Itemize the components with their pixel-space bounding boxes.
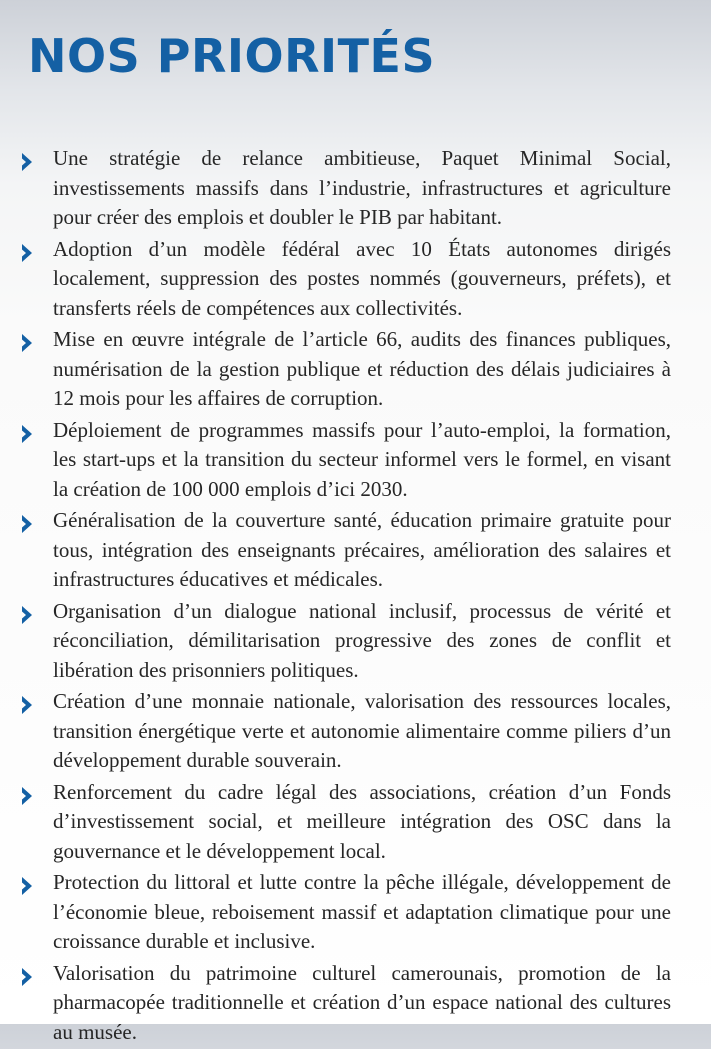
priority-text: Valorisation du patrimoine culturel camerounais, promotion de la pharmacopée traditionnelle et création d’un espace national des cultures au musée. xyxy=(53,960,671,1044)
list-item xyxy=(19,506,671,595)
chevron-right-icon xyxy=(19,695,35,715)
list-item xyxy=(19,144,671,233)
list-item xyxy=(19,416,671,505)
chevron-right-icon xyxy=(19,243,35,263)
list-item xyxy=(19,687,671,776)
priority-text: Protection du littoral et lutte contre la pêche illégale, développement de l’économie bleue, reboisement massif et adaptation climatique pour une croissance durable et inclusive. xyxy=(53,870,671,953)
priority-text: Mise en œuvre intégrale de l’article 66, audits des finances publiques, numérisation de la gestion publique et réduction des délais judiciaires à 12 mois pour les affaires de corruption. xyxy=(53,327,671,410)
chevron-right-icon xyxy=(19,514,35,534)
page-title: NOS PRIORITÉS xyxy=(28,29,436,83)
chevron-right-icon xyxy=(19,424,35,444)
chevron-right-icon xyxy=(19,152,35,172)
chevron-right-icon xyxy=(19,876,35,896)
priorities-list xyxy=(19,144,671,1049)
list-item xyxy=(19,868,671,957)
priority-text: Une stratégie de relance ambitieuse, Paquet Minimal Social, investissements massifs dans l’industrie, infrastructures et agriculture pour créer des emplois et doubler le PIB par habitant. xyxy=(53,146,671,229)
chevron-right-icon xyxy=(19,967,35,987)
priority-text: Adoption d’un modèle fédéral avec 10 États autonomes dirigés localement, suppression des postes nommés (gouverneurs, préfets), et transferts réels de compétences aux collectivités. xyxy=(53,236,671,320)
list-item xyxy=(19,325,671,414)
chevron-right-icon xyxy=(19,786,35,806)
priority-text: Renforcement du cadre légal des associations, création d’un Fonds d’investissement social, et meilleure intégration des OSC dans la gouvernance et le développement local. xyxy=(53,779,671,863)
priority-text: Déploiement de programmes massifs pour l’auto-emploi, la formation, les start-ups et la transition du secteur informel vers le formel, en visant la création de 100 000 emplois d’ici 2030. xyxy=(53,417,671,501)
list-item xyxy=(19,235,671,324)
priority-text: Création d’une monnaie nationale, valorisation des ressources locales, transition énergétique verte et autonomie alimentaire comme piliers d’un développement durable souverain. xyxy=(53,689,671,772)
priority-text: Généralisation de la couverture santé, éducation primaire gratuite pour tous, intégration des enseignants précaires, amélioration des salaires et infrastructures éducatives et médicales. xyxy=(53,508,671,591)
chevron-right-icon xyxy=(19,605,35,625)
priority-text: Organisation d’un dialogue national inclusif, processus de vérité et réconciliation, démilitarisation progressive des zones de conflit et libération des prisonniers politiques. xyxy=(53,598,671,682)
list-item xyxy=(19,778,671,867)
list-item xyxy=(19,959,671,1048)
list-item xyxy=(19,597,671,686)
chevron-right-icon xyxy=(19,333,35,353)
